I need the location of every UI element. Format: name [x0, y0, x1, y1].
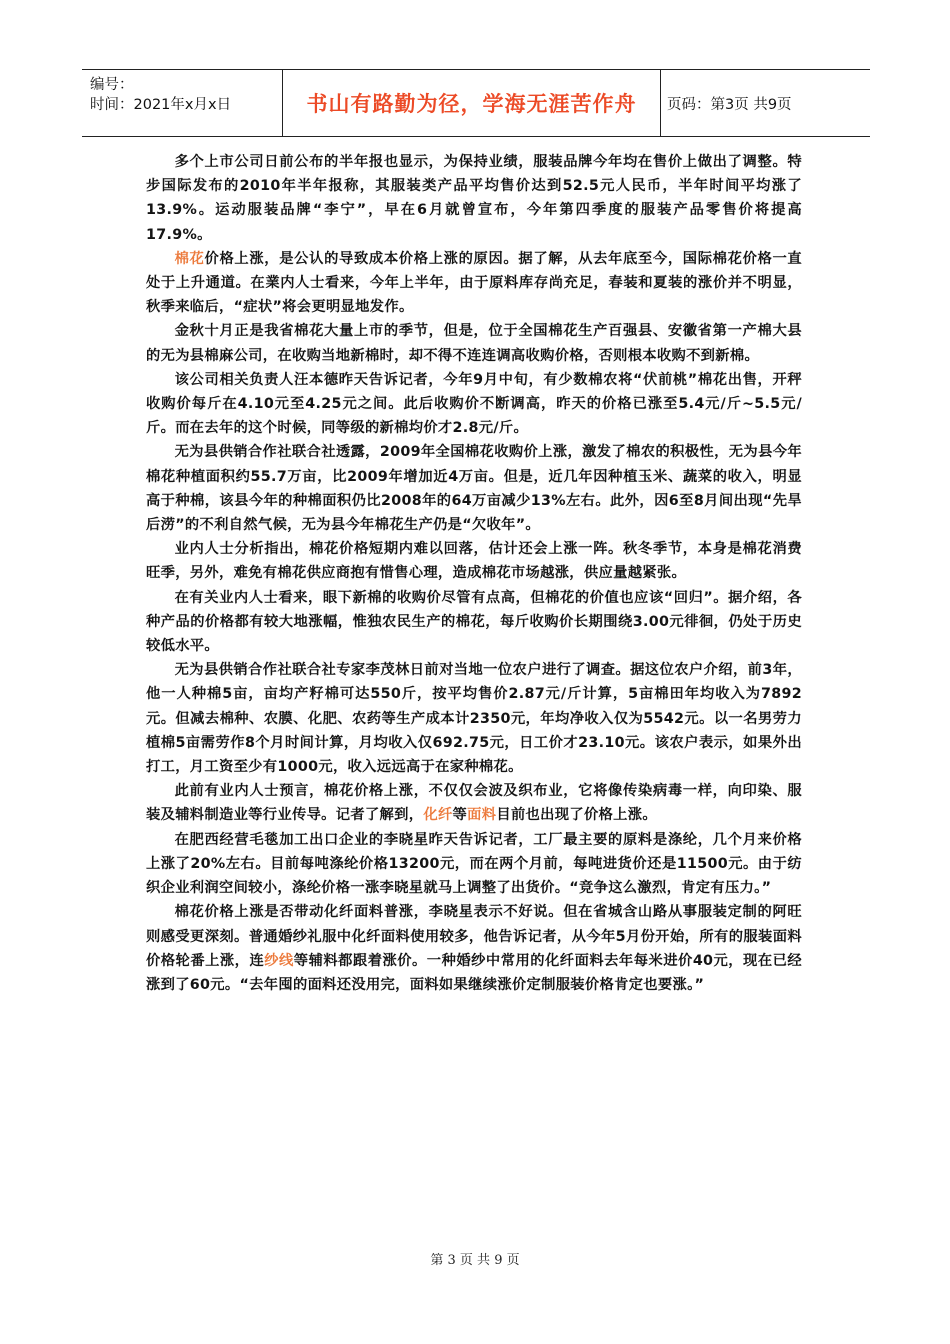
highlighted-keyword[interactable]: 化纤 [423, 807, 453, 824]
paragraph-text: 棉花价格上涨是否带动化纤面料普涨，李晓星表示不好说。但在省城含山路从事服装定制的阿旺则感受更深刻。普通婚纱礼服中化纤面料使用较多，他告诉记者，从今年5月份开始，所有的服装面料价格轮番上涨，连 [146, 904, 802, 969]
paragraph [146, 319, 802, 367]
paragraph-text: 无为县供销合作社联合社透露，2009年全国棉花收购价上涨，激发了棉农的积极性，无为县今年棉花种植面积约55.7万亩，比2009年增加近4万亩。但是，近几年因种植玉米、蔬菜的收入，明显高于种棉，该县今年的种棉面积仍比2008年的64万亩减少13%左右。此外，因6至8月间出现“先旱后涝”的不利自然气候，无为县今年棉花生产仍是“欠收年”。 [146, 444, 802, 534]
paragraph-text: 此前有业内人士预言，棉花价格上涨，不仅仅会波及织布业，它将像传染病毒一样，向印染、服装及辅料制造业等行业传导。记者了解到， [146, 783, 802, 824]
paragraph [146, 150, 802, 247]
paragraph-text: 多个上市公司日前公布的半年报也显示，为保持业绩，服装品牌今年均在售价上做出了调整。特步国际发布的2010年半年报称，其服装类产品平均售价达到52.5元人民币，半年时间平均涨了13.9%。运动服装品牌“李宁”，早在6月就曾宣布，今年第四季度的服装产品零售价将提高17.9%。 [146, 154, 802, 243]
header-slogan: 书山有路勤为径，学海无涯苦作舟 [306, 92, 637, 116]
time-label: 时间：2021年x月x日 [90, 97, 232, 113]
paragraph-text: 该公司相关负责人汪本德昨天告诉记者，今年9月中旬，有少数棉农将“伏前桃”棉花出售，开秤收购价每斤在4.10元至4.25元之间。此后收购价不断调高，昨天的价格已涨至5.4元/斤~5.5元/斤。而在去年的这个时候，同等级的新棉均价才2.8元/斤。 [146, 371, 802, 437]
doc-number-label: 编号： [90, 77, 134, 93]
paragraph [146, 368, 802, 441]
page-footer: 第 3 页 共 9 页 [430, 1253, 520, 1268]
paragraph [146, 247, 802, 320]
paragraph-text: 无为县供销合作社联合社专家李茂林日前对当地一位农户进行了调查。据这位农户介绍，前3年，他一人种棉5亩，亩均产籽棉可达550斤，按平均售价2.87元/斤计算，5亩棉田年均收入为7892元。但减去棉种、农膜、化肥、农药等生产成本计2350元，年均净收入仅为5542元。以一名男劳力植棉5亩需劳作8个月时间计算，月均收入仅692.75元，日工价才23.10元。该农户表示，如果外出打工，月工资至少有1000元，收入远远高于在家种棉花。 [146, 662, 802, 776]
article-body [146, 150, 802, 997]
paragraph-text: 目前也出现了价格上涨。 [496, 807, 657, 824]
paragraph [146, 586, 802, 659]
paragraph-text: 在有关业内人士看来，眼下新棉的收购价尽管有点高，但棉花的价值也应该“回归”。据介绍，各种产品的价格都有较大地涨幅，惟独农民生产的棉花，每斤收购价长期围绕3.00元徘徊，仍处于历史较低水平。 [146, 589, 802, 655]
paragraph-text: 业内人士分析指出，棉花价格短期内难以回落，估计还会上涨一阵。秋冬季节，本身是棉花消费旺季，另外，难免有棉花供应商抱有惜售心理，造成棉花市场越涨，供应量越紧张。 [146, 541, 802, 582]
paragraph-text: 金秋十月正是我省棉花大量上市的季节，但是，位于全国棉花生产百强县、安徽省第一产棉大县的无为县棉麻公司，在收购当地新棉时，却不得不连连调高收购价格，否则根本收购不到新棉。 [146, 323, 802, 364]
highlighted-keyword[interactable]: 棉花 [174, 250, 205, 267]
paragraph-text: 等 [452, 807, 468, 824]
paragraph-text: 等辅料都跟着涨价。一种婚纱中常用的化纤面料去年每米进价40元，现在已经涨到了60元。“去年囤的面料还没用完，面料如果继续涨价定制服装价格肯定也要涨。” [146, 952, 802, 993]
highlighted-keyword[interactable]: 面料 [467, 807, 497, 824]
highlighted-keyword[interactable]: 纱线 [264, 952, 294, 969]
paragraph [146, 900, 802, 997]
paragraph [146, 779, 802, 827]
paragraph-text: 在肥西经营毛毯加工出口企业的李晓星昨天告诉记者，工厂最主要的原料是涤纶，几个月来价格上涨了20%左右。目前每吨涤纶价格13200元，而在两个月前，每吨进货价还是11500元。由于纺织企业利润空间较小，涤纶价格一涨李晓星就马上调整了出货价。“竞争这么激烈，肯定有压力。” [146, 831, 802, 897]
paragraph [146, 537, 802, 585]
paragraph-text: 价格上涨，是公认的导致成本价格上涨的原因。据了解，从去年底至今，国际棉花价格一直处于上升通道。在業内人士看来，今年上半年，由于原料库存尚充足，春装和夏装的涨价并不明显，秋季来临后，“症状”将会更明显地发作。 [146, 250, 802, 316]
header-page-number: 页码：第3页 共9页 [667, 96, 792, 113]
header-divider [660, 70, 661, 136]
paragraph [146, 658, 802, 779]
paragraph [146, 440, 802, 537]
paragraph [146, 828, 802, 901]
page-header [82, 69, 870, 137]
header-meta [82, 70, 282, 136]
